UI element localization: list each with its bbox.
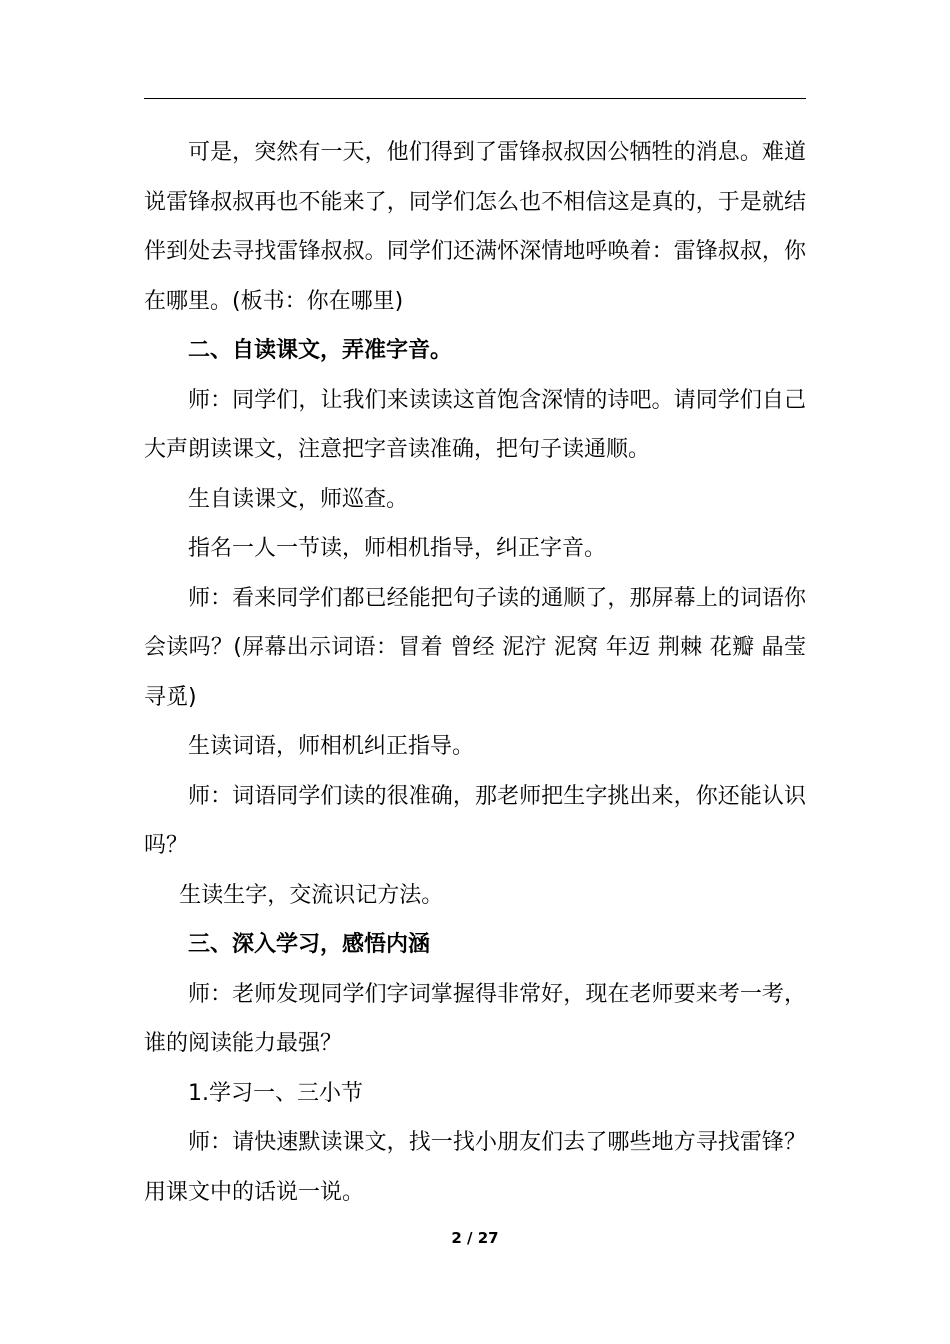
paragraph-find-places: 师：请快速默读课文，找一找小朋友们去了哪些地方寻找雷锋？用课文中的话说一说。 [144,1130,806,1205]
paragraph-new-characters: 师：词语同学们读的很准确，那老师把生字挑出来，你还能认识吗？ [144,783,806,858]
paragraph-stanza-reading: 指名一人一节读，师相机指导，纠正字音。 [188,536,607,561]
paragraph-memorize-methods: 生读生字，交流识记方法。 [179,882,444,908]
paragraph-stanza-one-three: 1.学习一、三小节 [188,1080,363,1106]
document-body [144,128,806,1217]
paragraph-teacher-read-aloud: 师：同学们，让我们来读读这首饱含深情的诗吧。请同学们自己大声朗读课文，注意把字音读准确，把句子读通顺。 [144,387,806,462]
page-number: 2 / 27 [451,1229,499,1247]
paragraph-vocabulary: 师：看来同学们都已经能把句子读的通顺了，那屏幕上的词语你会读吗？(屏幕出示词语：冒着 曾经 泥泞 泥窝 年迈 荆棘 花瓣 晶莹 寻觅) [144,585,806,710]
paragraph-reading-test: 师：老师发现同学们字词掌握得非常好，现在老师要来考一考，谁的阅读能力最强？ [144,981,806,1056]
paragraph-read-words: 生读词语，师相机纠正指导。 [188,734,475,759]
paragraph-story-intro: 可是，突然有一天，他们得到了雷锋叔叔因公牺牲的消息。难道说雷锋叔叔再也不能来了，同学们怎么也不相信这是真的，于是就结伴到处去寻找雷锋叔叔。同学们还满怀深情地呼唤着：雷锋叔叔，你在哪里。(板书：你在哪里) [144,140,806,314]
paragraph-students-self-read: 生自读课文，师巡查。 [188,486,409,512]
section-heading-self-reading: 二、自读课文，弄准字音。 [188,338,453,363]
header-rule [144,98,806,99]
section-heading-deep-learning: 三、深入学习，感悟内涵 [188,932,431,957]
